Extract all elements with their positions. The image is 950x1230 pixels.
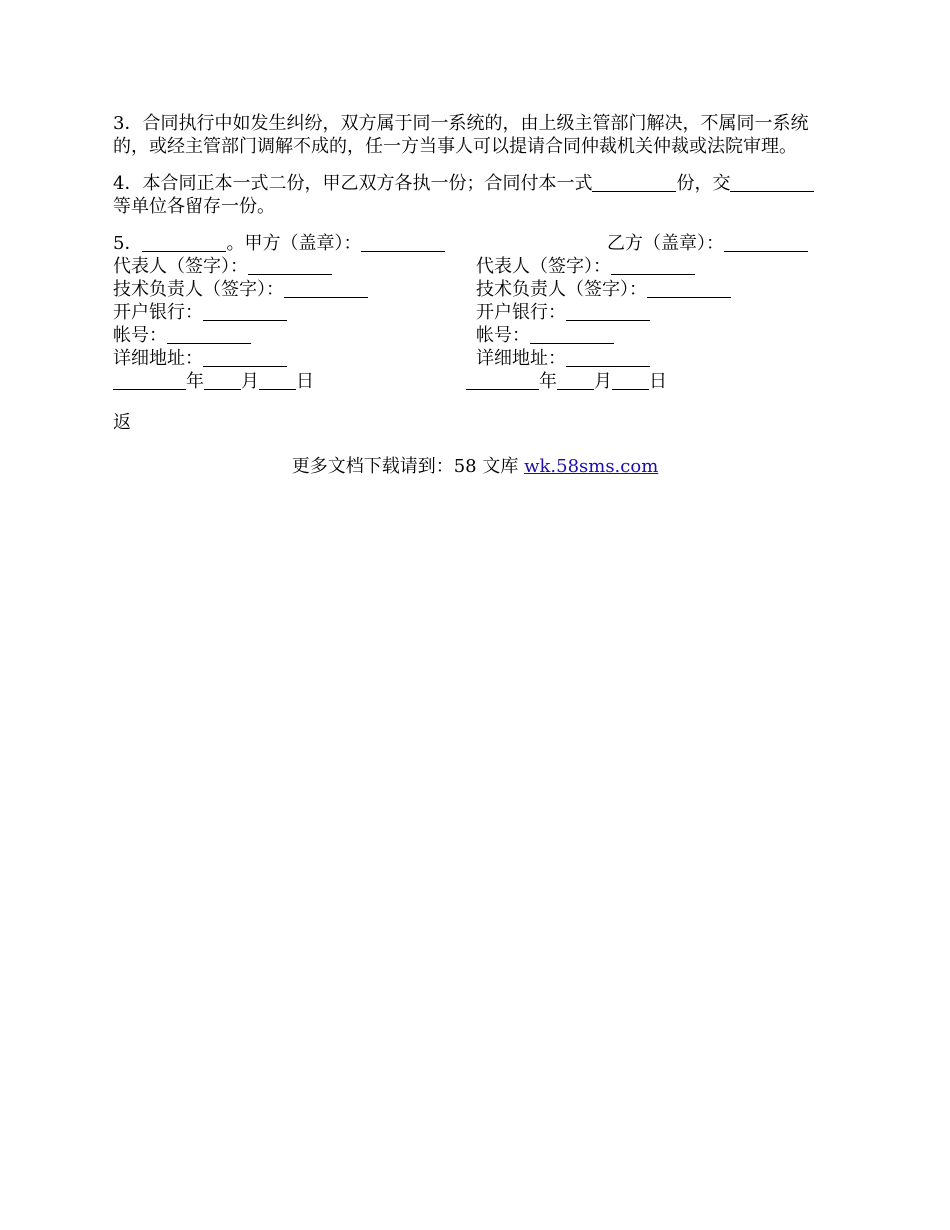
party-b-bank — [476, 301, 650, 324]
signature-row-date — [113, 370, 833, 393]
party-a-bank-label: 开户银行： — [113, 302, 203, 323]
signature-row-representative — [113, 255, 833, 278]
clause-5-suffix: 。 — [226, 233, 245, 254]
party-b-date — [466, 370, 667, 393]
party-a-representative — [113, 255, 332, 278]
clause-3: 3．合同执行中如发生纠纷，双方属于同一系统的，由上级主管部门解决，不属同一系统的，或经主管部门调解不成的，任一方当事人可以提请合同仲裁机关仲裁或法院审理。 — [113, 113, 809, 157]
signature-row-address — [113, 347, 833, 370]
clause-4-text-2: 份，交 — [676, 173, 731, 194]
party-b-year-blank[interactable] — [466, 372, 539, 390]
party-a-representative-label: 代表人（签字）： — [113, 256, 248, 277]
party-b-account-label: 帐号： — [476, 325, 530, 346]
party-b-bank-blank[interactable] — [566, 303, 650, 321]
party-b-seal-label: 乙方（盖章）： — [607, 233, 724, 254]
copies-count-blank[interactable] — [592, 174, 676, 192]
party-a-account-blank[interactable] — [167, 326, 251, 344]
party-a-bank-blank[interactable] — [203, 303, 287, 321]
party-a-representative-blank[interactable] — [248, 257, 332, 275]
party-a-tech-lead-blank[interactable] — [284, 280, 368, 298]
party-b-account-blank[interactable] — [530, 326, 614, 344]
clause-4 — [113, 172, 833, 218]
party-b-month-label: 月 — [594, 371, 612, 392]
party-a-day-blank[interactable] — [259, 372, 296, 390]
party-b-year-label: 年 — [539, 371, 557, 392]
party-b-tech-lead-blank[interactable] — [647, 280, 731, 298]
party-a-year-blank[interactable] — [113, 372, 186, 390]
document-body — [113, 112, 833, 434]
party-b-representative-blank[interactable] — [611, 257, 695, 275]
party-b-tech-lead — [476, 278, 731, 301]
party-a-seal-blank[interactable] — [361, 234, 445, 252]
party-a-year-label: 年 — [186, 371, 204, 392]
party-b-representative-label: 代表人（签字）： — [476, 256, 611, 277]
party-b-account — [476, 324, 614, 347]
party-b-day-blank[interactable] — [612, 372, 649, 390]
clause-5-prefix: 5． — [113, 233, 143, 254]
party-a-day-label: 日 — [296, 371, 314, 392]
party-a-bank — [113, 301, 287, 324]
party-a-month-blank[interactable] — [204, 372, 241, 390]
party-a-date — [113, 370, 314, 393]
party-a-month-label: 月 — [241, 371, 259, 392]
party-b-seal-blank[interactable] — [724, 234, 808, 252]
party-a-account — [113, 324, 251, 347]
signature-row-account — [113, 324, 833, 347]
signature-row-tech-lead — [113, 278, 833, 301]
signature-row-seal — [113, 232, 833, 255]
party-a-tech-lead-label: 技术负责人（签字）： — [113, 279, 284, 300]
party-b-representative — [476, 255, 695, 278]
return-text: 返 — [113, 412, 131, 433]
footer-text: 更多文档下载请到：58 文库 — [291, 456, 525, 477]
party-b-address-blank[interactable] — [566, 349, 650, 367]
clause-5-blank[interactable] — [142, 234, 226, 252]
party-b-tech-lead-label: 技术负责人（签字）： — [476, 279, 647, 300]
party-a-address — [113, 347, 287, 370]
party-b-month-blank[interactable] — [557, 372, 594, 390]
party-b-seal — [607, 232, 808, 255]
party-a-seal-label: 甲方（盖章）： — [244, 233, 362, 254]
party-b-address — [476, 347, 650, 370]
party-a-address-label: 详细地址： — [113, 348, 203, 369]
clause-4-text-3: 等单位各留存一份。 — [113, 196, 275, 217]
signature-block — [113, 232, 833, 393]
clause-5 — [113, 232, 445, 255]
party-b-bank-label: 开户银行： — [476, 302, 566, 323]
recipient-units-blank[interactable] — [730, 174, 814, 192]
party-a-address-blank[interactable] — [203, 349, 287, 367]
download-footer — [0, 455, 950, 478]
party-a-tech-lead — [113, 278, 368, 301]
clause-4-text-1: 4．本合同正本一式二份，甲乙双方各执一份；合同付本一式 — [113, 173, 593, 194]
party-a-account-label: 帐号： — [113, 325, 167, 346]
signature-row-bank — [113, 301, 833, 324]
footer-site-link[interactable]: wk.58sms.com — [524, 456, 659, 477]
party-b-address-label: 详细地址： — [476, 348, 566, 369]
party-b-day-label: 日 — [649, 371, 667, 392]
